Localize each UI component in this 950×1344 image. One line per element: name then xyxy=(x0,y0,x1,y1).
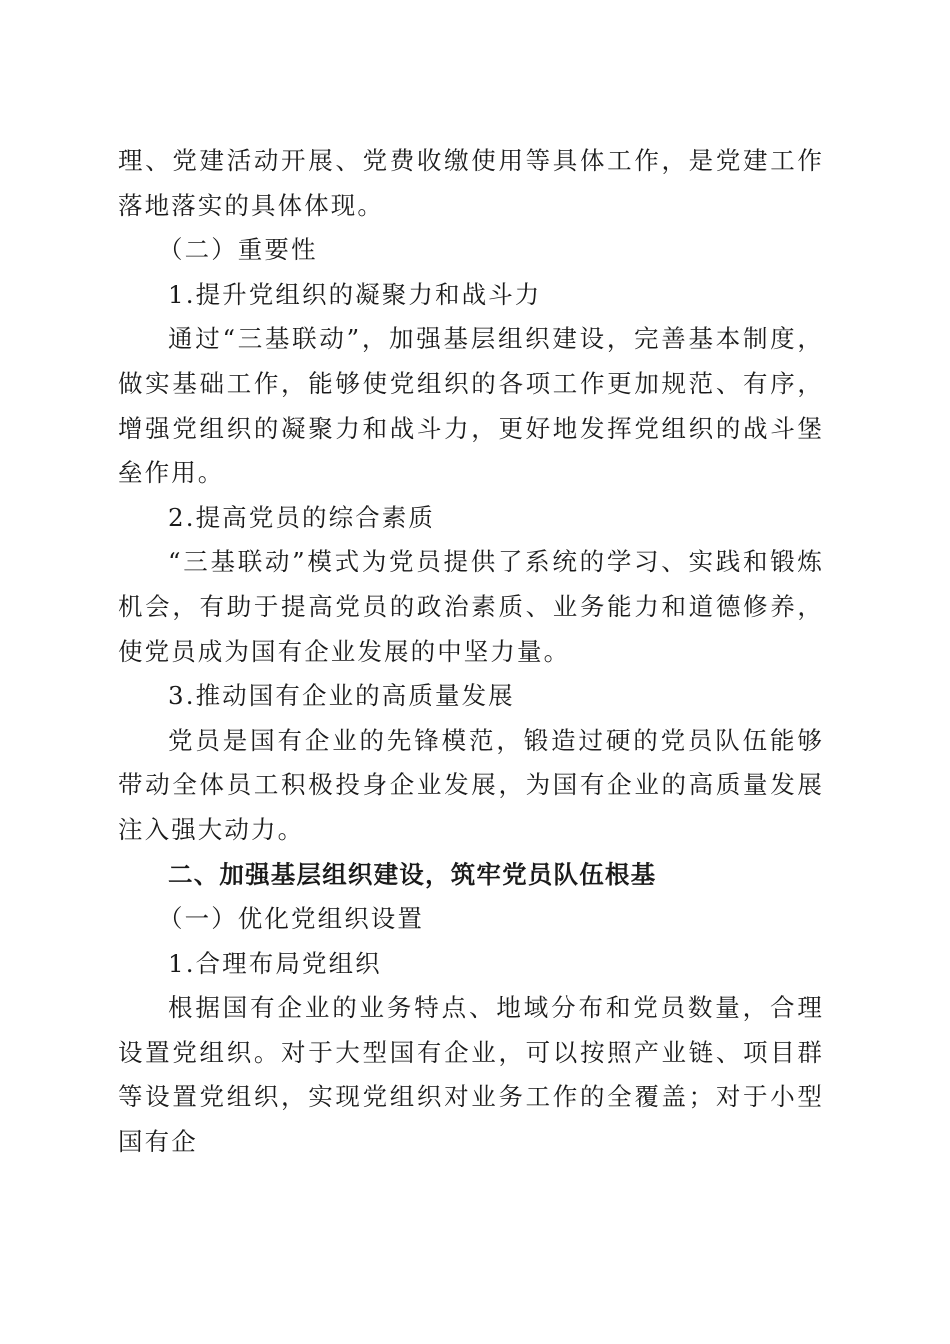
paragraph-development: 党员是国有企业的先锋模范，锻造过硬的党员队伍能够带动全体员工积极投身企业发展，为国有企业的高质量发展注入强大动力。 xyxy=(118,725,824,844)
paragraph-cohesion: 通过“三基联动”，加强基层组织建设，完善基本制度，做实基础工作，能够使党组织的各项工作更加规范、有序，增强党组织的凝聚力和战斗力，更好地发挥党组织的战斗堡垒作用。 xyxy=(118,324,824,488)
document-page xyxy=(118,139,824,1165)
heading-optimize-organization: （一）优化党组织设置 xyxy=(158,904,424,934)
heading-importance: （二）重要性 xyxy=(158,235,318,265)
heading-quality: 2.提高党员的综合素质 xyxy=(168,502,435,532)
section-heading-two: 二、加强基层组织建设，筑牢党员队伍根基 xyxy=(168,859,657,889)
heading-layout: 1.合理布局党组织 xyxy=(168,948,382,978)
paragraph-layout: 根据国有企业的业务特点、地域分布和党员数量，合理设置党组织。对于大型国有企业，可以按照产业链、项目群等设置党组织，实现党组织对业务工作的全覆盖；对于小型国有企 xyxy=(118,993,824,1157)
paragraph-quality: “三基联动”模式为党员提供了系统的学习、实践和锻炼机会，有助于提高党员的政治素质、业务能力和道德修养，使党员成为国有企业发展的中坚力量。 xyxy=(118,547,824,666)
heading-cohesion: 1.提升党组织的凝聚力和战斗力 xyxy=(168,279,542,309)
heading-development: 3.推动国有企业的高质量发展 xyxy=(168,681,515,711)
paragraph-continuation: 理、党建活动开展、党费收缴使用等具体工作，是党建工作落地落实的具体体现。 xyxy=(118,146,824,220)
